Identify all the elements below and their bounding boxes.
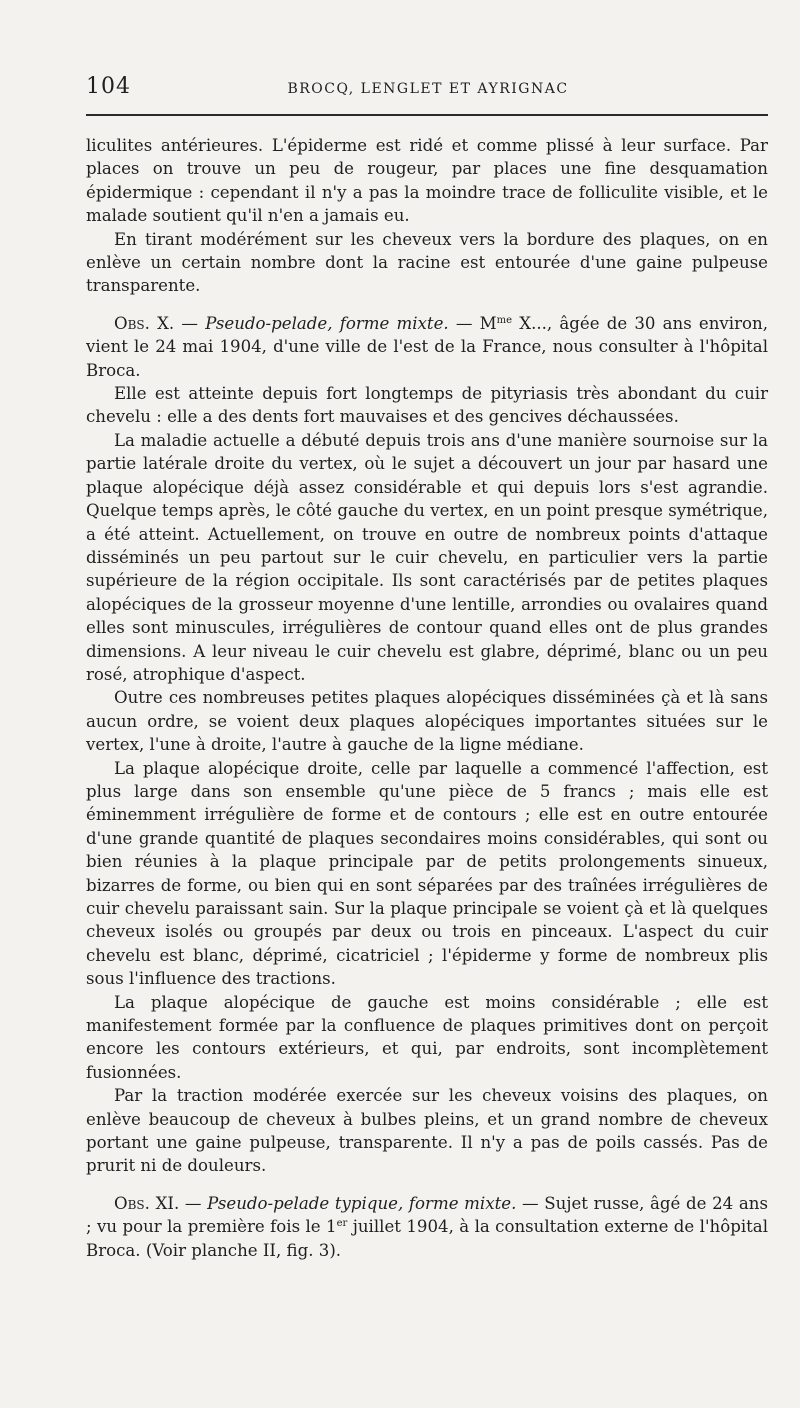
observation-text: — Sujet russe, âgé de 24 ans ; vu pour la première fois le 1 [86,1193,768,1237]
observation-title: Pseudo-pelade typique, forme mixte. [207,1193,517,1213]
running-head: BROCQ, LENGLET ET AYRIGNAC [287,81,569,97]
observation-title: Pseudo-pelade, forme mixte. [205,313,449,333]
superscript: er [336,1218,348,1230]
paragraph: Elle est atteinte depuis fort longtemps de pityriasis très abondant du cuir chevelu : elle a des dents fort mauvaises et des gencives déchaussées. [86,384,768,427]
paragraph: Outre ces nombreuses petites plaques alopéciques disséminées çà et là sans aucun ordre, se voient deux plaques alopéciques importantes situées sur le vertex, l'une à droite, l'autre à gauche de la ligne médiane. [86,688,768,755]
dash: — [179,1193,208,1213]
paragraph: La plaque alopécique de gauche est moins considérable ; elle est manifestement formée par la confluence de plaques primitives dont on perçoit encore les contours extérieurs, et qui, par endroits, sont incomplètement fusionnées. [86,992,768,1082]
observation-xi-heading [86,1192,768,1262]
page-header [86,74,770,104]
observation-text: X..., âgée de 30 ans environ, vient le 24 mai 1904, d'une ville de l'est de la France, nous consulter à l'hôpital Broca. [86,313,768,380]
body-text [86,134,768,1262]
paragraph: La plaque alopécique droite, celle par laquelle a commencé l'affection, est plus large dans son ensemble qu'une pièce de 5 francs ; mais elle est éminemment irrégulière de forme et de contours ; elle est en outre entourée d'une grande quantité de plaques secondaires moins considérables, qui sont ou bien réunies à la plaque principale par de petits prolongements sinueux, bizarres de forme, ou bien qui en sont séparées par des traînées irrégulières de cuir chevelu paraissant sain. Sur la plaque principale se voient çà et là quelques cheveux isolés ou groupés par deux ou trois en pinceaux. L'aspect du cuir chevelu est blanc, déprimé, cicatriciel ; l'épiderme y forme de nombreux plis sous l'influence des tractions. [86,758,768,989]
observation-x-heading [86,312,768,382]
page-number: 104 [86,74,131,99]
observation-number: Obs. XI. [114,1193,180,1213]
dash-text: — M [448,313,497,333]
superscript: me [496,314,513,326]
dash: — [174,313,206,333]
paragraph-continuation: liculites antérieures. L'épiderme est ridé et comme plissé à leur surface. Par places on trouve un peu de rougeur, par places une fine desquamation épidermique : cependant il n'y a pas la moindre trace de folliculite visible, et le malade soutient qu'il n'en a jamais eu. [86,136,768,226]
paragraph: En tirant modérément sur les cheveux vers la bordure des plaques, on en enlève un certain nombre dont la racine est entourée d'une gaine pulpeuse transparente. [86,229,768,296]
paragraph: La maladie actuelle a débuté depuis trois ans d'une manière sournoise sur la partie latérale droite du vertex, où le sujet a découvert un jour par hasard une plaque alopécique déjà assez considérable et qui depuis lors s'est agrandie. Quelque temps après, le côté gauche du vertex, en un point presque symétrique, a été atteint. Actuellement, on trouve en outre de nombreux points d'attaque disséminés un peu partout sur le cuir chevelu, en particulier vers la partie supérieure de la région occipitale. Ils sont caractérisés par de petites plaques alopéciques de la grosseur moyenne d'une lentille, arrondies ou ovalaires quand elles sont minuscules, irrégulières de contour quand elles ont de plus grandes dimensions. A leur niveau le cuir chevelu est glabre, déprimé, blanc ou un peu rosé, atrophique d'aspect. [86,430,768,684]
observation-number: Obs. X. [114,313,175,333]
paragraph: Par la traction modérée exercée sur les cheveux voisins des plaques, on enlève beaucoup de cheveux à bulbes pleins, et un grand nombre de cheveux portant une gaine pulpeuse, transparente. Il n'y a pas de poils cassés. Pas de prurit ni de douleurs. [86,1086,768,1176]
header-rule [86,114,768,116]
observation-text-end: juillet 1904, à la consultation externe de l'hôpital Broca. (Voir planche II, fig. 3). [86,1217,769,1260]
